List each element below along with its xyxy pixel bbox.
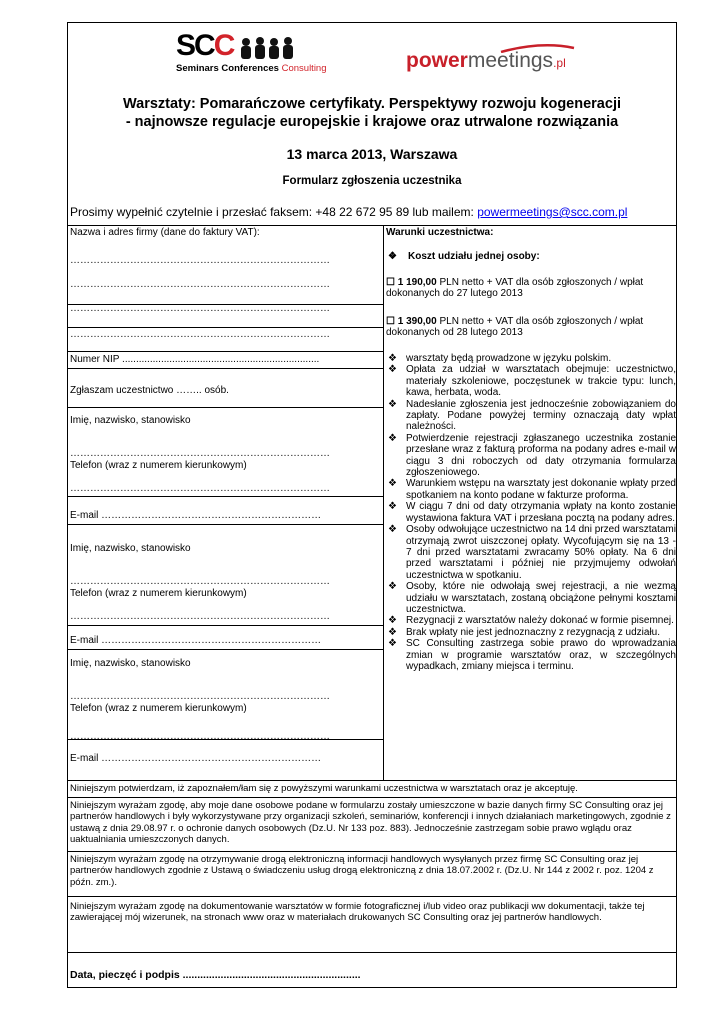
diamond-bullet-icon: ❖ [388, 581, 397, 593]
participants-count[interactable]: Zgłaszam uczestnictwo …….. osób. [70, 385, 229, 396]
company-line-3[interactable]: …………………………………………………………………… [70, 303, 330, 314]
divider [68, 524, 383, 525]
participant2-name-line[interactable]: …………………………………………………………………… [70, 576, 330, 587]
event-title-line1: Warsztaty: Pomarańczowe certyfikaty. Perspektywy rozwoju kogeneracji [122, 96, 621, 112]
diamond-bullet-icon: ❖ [388, 364, 397, 376]
diamond-bullet-icon: ❖ [388, 398, 397, 410]
diamond-bullet-icon: ❖ [388, 251, 397, 262]
divider [68, 625, 383, 626]
scc-logo [176, 29, 327, 81]
terms-confirmation: Niniejszym potwierdzam, iż zapoznałem/łam się z powyższymi warunkami uczestnictwa w warsztatach oraz je akceptuję. [70, 783, 578, 794]
condition-item: ❖ Nadesłanie zgłoszenia jest jednocześnie zobowiązaniem do zapłaty. Podane powyżej terminy oznaczają daty wpłat należności. [388, 398, 676, 433]
divider [68, 351, 383, 352]
people-icon [238, 35, 298, 61]
diamond-bullet-icon: ❖ [388, 615, 397, 627]
participant3-name-line[interactable]: …………………………………………………………………… [70, 691, 330, 702]
company-line-1[interactable]: …………………………………………………………………… [70, 255, 330, 266]
divider [68, 368, 383, 369]
participant1-phone-line[interactable]: …………………………………………………………………… [70, 483, 330, 494]
registration-form [67, 22, 677, 988]
divider [68, 649, 383, 650]
marketing-consent: Niniejszym wyrażam zgodę na otrzymywanie drogą elektroniczną informacji handlowych wysyłanych przez firmę SC Consulting oraz jej partnerów handlowych zgodnie z Ustawą o świadczeniu usług drogą elektroniczną z dnia 18.07.2002 r. (Dz.U. Nr 144 z 2002 r. poz. 1204 z późn. zm.). [70, 854, 654, 888]
divider [68, 780, 676, 781]
divider [68, 327, 383, 328]
diamond-bullet-icon: ❖ [388, 638, 397, 650]
conditions-list [386, 353, 676, 672]
divider [68, 225, 676, 226]
divider [68, 496, 383, 497]
submission-instructions: Prosimy wypełnić czytelnie i przesłać faksem: +48 22 672 95 89 lub mailem: powermeetings@scc.com.pl [70, 205, 628, 219]
participant2-name-label: Imię, nazwisko, stanowisko [70, 543, 191, 554]
scc-logo-letters: SCC [176, 29, 234, 62]
price-option-1: ☐ 1 190,00 PLN netto + VAT dla osób zgłoszonych / wpłat dokonanych do 27 lutego 2013 [386, 277, 644, 300]
data-consent: Niniejszym wyrażam zgodę, aby moje dane osobowe podane w formularzu zostały umieszczone w bazie danych firmy SC Consulting oraz jej partnerów handlowych i były wykorzystywane przy organizacji szkoleń, seminariów, konferencji i innych działaniach marketingowych, zgodnie z ustawą z dnia 29.08.97 r. o ochronie danych osobowych (Dz.U. Nr 133 poz. 883). Jednocześnie zastrzegam sobie prawo wglądu oraz uaktualniania umieszczonych danych. [70, 800, 671, 845]
checkbox-icon[interactable]: ☐ [386, 316, 395, 327]
condition-item: ❖ Rezygnacji z warsztatów należy dokonać w formie pisemnej. [388, 615, 674, 627]
email-link[interactable]: powermeetings@scc.com.pl [477, 205, 628, 219]
diamond-bullet-icon: ❖ [388, 626, 397, 638]
condition-item: ❖ Brak wpłaty nie jest jednoznaczny z rezygnacją z udziału. [388, 626, 661, 638]
event-title-line2: - najnowsze regulacje europejskie i krajowe oraz utrwalone rozwiązania [125, 114, 619, 130]
condition-item: ❖ Osoby odwołujące uczestnictwo na 14 dni przed warsztatami otrzymają zwrot uiszczonej opłaty. Wycofującym się na 13 - 7 dni przed warsztatami zwracamy 50% opłaty. Na 6 dni przed warsztatami i później nie przyjmujemy odwołań uczestnictwa w spotkaniu. [388, 524, 676, 581]
divider [68, 896, 676, 897]
signature-field[interactable]: Data, pieczęć i podpis ............................................................. [70, 969, 361, 981]
participant3-name-label: Imię, nazwisko, stanowisko [70, 658, 191, 669]
conditions-heading: Warunki uczestnictwa: [386, 227, 494, 238]
diamond-bullet-icon: ❖ [388, 432, 397, 444]
cost-heading: ❖ Koszt udziału jednej osoby: [388, 251, 540, 262]
diamond-bullet-icon: ❖ [388, 524, 397, 536]
participant1-name-line[interactable]: …………………………………………………………………… [70, 448, 330, 459]
diamond-bullet-icon: ❖ [388, 501, 397, 513]
divider [68, 797, 676, 798]
condition-item: ❖ Potwierdzenie rejestracji zgłaszanego uczestnika zostanie przesłane wraz z fakturą proforma na podany adres e-mail w ciągu 3 dni roboczych od daty otrzymania formularza zgłoszeniowego. [388, 432, 676, 479]
divider [68, 952, 676, 953]
participant1-name-label: Imię, nazwisko, stanowisko [70, 415, 191, 426]
nip-field[interactable]: Numer NIP ....................................................................... [70, 354, 320, 365]
scc-logo-subtitle: Seminars Conferences Consulting [176, 63, 327, 74]
diamond-bullet-icon: ❖ [388, 353, 397, 364]
photo-consent: Niniejszym wyrażam zgodę na dokumentowanie warsztatów w formie fotograficznej i/lub video oraz publikacji ww dokumentacji, także tej zawierającej mój wizerunek, na stronach www oraz w materiałach drukowanych SC Consulting oraz jej partnerów handlowych. [70, 901, 645, 924]
participant3-email[interactable]: E-mail ………………………………………………………… [70, 753, 322, 764]
price-option-2: ☐ 1 390,00 PLN netto + VAT dla osób zgłoszonych / wpłat dokonanych od 28 lutego 2013 [386, 316, 644, 339]
participant3-phone-label: Telefon (wraz z numerem kierunkowym) [70, 703, 247, 714]
divider [68, 739, 383, 740]
divider [68, 851, 676, 852]
powermeetings-logo: powermeetings.pl [406, 49, 566, 72]
condition-item: ❖ Warunkiem wstępu na warsztaty jest dokonanie wpłaty przed spotkaniem na konto podane w fakturze proforma. [388, 478, 676, 501]
form-title: Formularz zgłoszenia uczestnika [282, 175, 462, 187]
participant2-phone-line[interactable]: …………………………………………………………………… [70, 611, 330, 622]
divider [68, 407, 383, 408]
company-line-4[interactable]: …………………………………………………………………… [70, 329, 330, 340]
condition-item: ❖ Osoby, które nie odwołają swej rejestracji, a nie wezmą udziału w warsztatach, zostaną obciążone pełnymi kosztami uczestnictwa. [388, 581, 676, 615]
participant3-phone-line[interactable]: …………………………………………………………………… [70, 731, 330, 742]
checkbox-icon[interactable]: ☐ [386, 277, 395, 288]
participant1-email[interactable]: E-mail ………………………………………………………… [70, 510, 322, 521]
event-date: 13 marca 2013, Warszawa [286, 146, 458, 162]
company-label: Nazwa i adres firmy (dane do faktury VAT): [70, 227, 260, 238]
participant2-email[interactable]: E-mail ………………………………………………………… [70, 635, 322, 646]
condition-item: ❖ warsztaty będą prowadzone w języku polskim. [388, 353, 612, 364]
column-divider [383, 225, 384, 780]
participant1-phone-label: Telefon (wraz z numerem kierunkowym) [70, 460, 247, 471]
condition-item: ❖ SC Consulting zastrzega sobie prawo do wprowadzania zmian w programie warsztatów oraz, w szczególnych wypadkach, zmiany miejsca i terminu. [388, 638, 676, 672]
condition-item: ❖ W ciągu 7 dni od daty otrzymania wpłaty na konto zostanie wystawiona faktura VAT i przesłana pocztą na podany adres. [388, 501, 676, 524]
diamond-bullet-icon: ❖ [388, 478, 397, 490]
divider [68, 304, 383, 305]
company-line-2[interactable]: …………………………………………………………………… [70, 279, 330, 290]
condition-item: ❖ Opłata za udział w warsztatach obejmuje: uczestnictwo, materiały szkoleniowe, poczęstunek w trakcie typu: lunch, kawa, herbata, woda. [388, 364, 676, 399]
participant2-phone-label: Telefon (wraz z numerem kierunkowym) [70, 588, 247, 599]
